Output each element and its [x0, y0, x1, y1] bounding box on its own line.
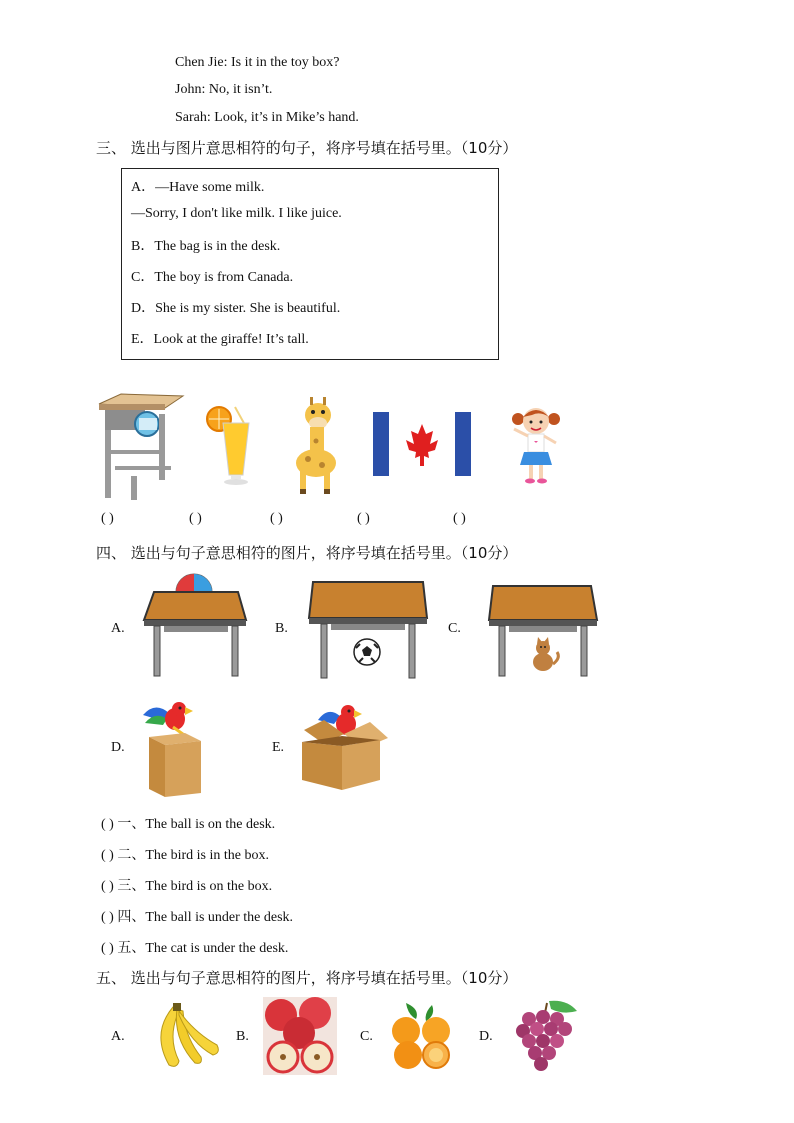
bananas-picture [143, 1003, 221, 1071]
answer-blank-2[interactable]: ( ) [189, 511, 202, 526]
option-a-line-1: A．—Have some milk. [131, 180, 265, 195]
section-5-title: 五、 选出与句子意思相符的图片，将序号填在括号里。（10分） [96, 969, 518, 987]
canada-flag-picture [373, 412, 471, 476]
picture-label-e: E. [272, 740, 285, 755]
ball-under-desk-picture [307, 578, 429, 680]
grapes-picture [515, 999, 581, 1073]
answer-blank-5[interactable]: ( ) [453, 511, 466, 526]
picture-label-c: C. [448, 621, 461, 636]
fruit-label-d: D. [479, 1029, 493, 1044]
ball-on-desk-picture [142, 572, 250, 678]
option-e: E．Look at the giraffe! It’s tall. [131, 332, 309, 347]
fruit-label-c: C. [360, 1029, 373, 1044]
picture-label-a: A. [111, 621, 125, 636]
answer-blank-1[interactable]: ( ) [101, 511, 114, 526]
picture-label-d: D. [111, 740, 125, 755]
fruit-label-a: A. [111, 1029, 125, 1044]
section-3-title: 三、 选出与图片意思相符的句子，将序号填在括号里。（10分） [96, 139, 518, 157]
bird-in-box-picture [294, 700, 390, 792]
statement-3: ( ) 三、The bird is on the box. [101, 879, 273, 894]
statement-1: ( ) 一、The ball is on the desk. [101, 817, 276, 832]
picture-label-b: B. [275, 621, 288, 636]
fruit-label-b: B. [236, 1029, 249, 1044]
option-c: C．The boy is from Canada. [131, 270, 294, 285]
answer-blank-4[interactable]: ( ) [357, 511, 370, 526]
dialogue-line-1: Chen Jie: Is it in the toy box? [175, 55, 340, 70]
orange-juice-picture [205, 405, 261, 487]
statement-4: ( ) 四、The ball is under the desk. [101, 910, 294, 925]
dialogue-line-2: John: No, it isn’t. [175, 82, 273, 97]
oranges-picture [386, 1001, 456, 1071]
bird-on-box-picture [143, 697, 205, 799]
girl-picture [510, 405, 562, 485]
dialogue-line-3: Sarah: Look, it’s in Mike’s hand. [175, 110, 359, 125]
statement-5: ( ) 五、The cat is under the desk. [101, 941, 289, 956]
section-4-title: 四、 选出与句子意思相符的图片，将序号填在括号里。（10分） [96, 544, 518, 562]
option-a-line-2: —Sorry, I don't like milk. I like juice. [131, 206, 342, 221]
desk-with-bag-picture [95, 390, 185, 502]
option-d: D．She is my sister. She is beautiful. [131, 301, 341, 316]
cat-under-desk-picture [487, 582, 599, 678]
giraffe-picture [288, 397, 344, 495]
statement-2: ( ) 二、The bird is in the box. [101, 848, 269, 863]
apples-picture [263, 997, 337, 1075]
answer-blank-3[interactable]: ( ) [270, 511, 283, 526]
option-b: B．The bag is in the desk. [131, 239, 281, 254]
